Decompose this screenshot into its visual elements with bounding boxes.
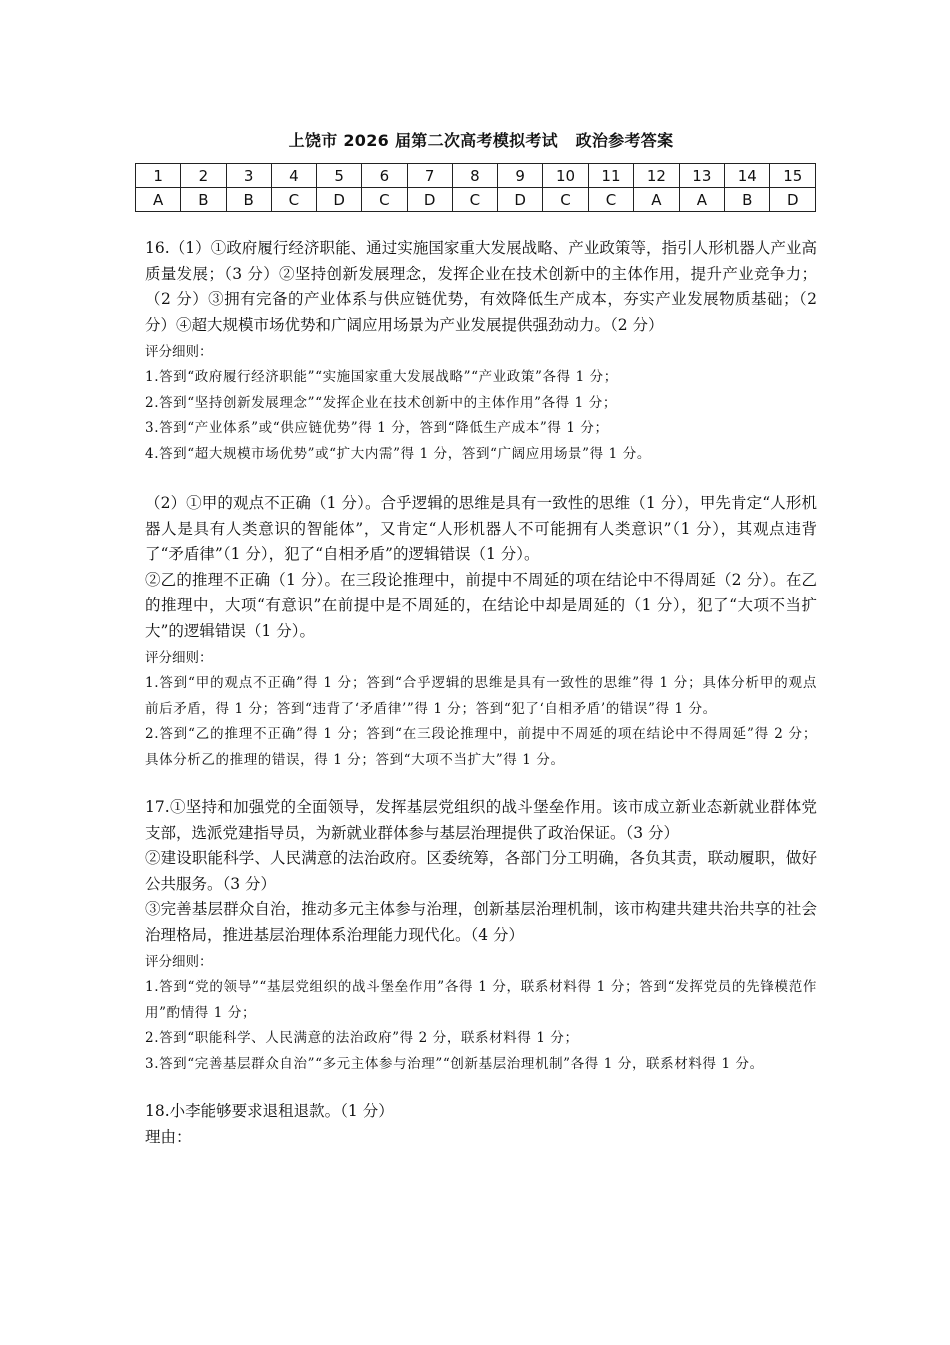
q17-rules-title: 评分细则： <box>145 954 213 970</box>
answer-letter-cell: C <box>452 188 497 212</box>
question-number-cell: 5 <box>317 164 362 188</box>
q16-part2-point-2: ②乙的推理不正确（1 分）。在三段论推理中，前提中不周延的项在结论中不得周延（2 分）。在乙的推理中，大项“有意识”在前提中是不周延的，在结论中却是周延的（1 分），犯了“大项不当扩大”的逻辑错误（1 分）。 <box>145 570 817 640</box>
answer-letter-cell: C <box>271 188 316 212</box>
answer-letter-cell: D <box>770 188 816 212</box>
answer-letter-cell: A <box>679 188 724 212</box>
answer-letter-cell: C <box>588 188 633 212</box>
answer-sheet-page <box>145 128 817 1150</box>
answer-letter-cell: D <box>498 188 543 212</box>
scoring-rule: 1.答到“甲的观点不正确”得 1 分；答到“合乎逻辑的思维是具有一致性的思维”得 1 分；具体分析甲的观点前后矛盾，得 1 分；答到“违背了‘矛盾律’”得 1 分；答到“犯了‘自相矛盾’的错误”得 1 分。 <box>145 675 817 717</box>
q16-part1-rules-title: 评分细则： <box>145 344 213 360</box>
q18-answer: 18.小李能够要求退租退款。（1 分） <box>145 1102 394 1120</box>
scoring-rule: 2.答到“坚持创新发展理念”“发挥企业在技术创新中的主体作用”各得 1 分； <box>145 394 617 411</box>
question-17 <box>145 795 817 1077</box>
answer-letter-cell: C <box>362 188 407 212</box>
question-number-cell: 10 <box>543 164 588 188</box>
question-number-cell: 7 <box>407 164 452 188</box>
question-number-cell: 14 <box>725 164 770 188</box>
question-number-cell: 13 <box>679 164 724 188</box>
question-number-cell: 15 <box>770 164 816 188</box>
answer-letter-cell: D <box>317 188 362 212</box>
answer-letter-cell: B <box>226 188 271 212</box>
question-number-cell: 2 <box>181 164 226 188</box>
scoring-rule: 4.答到“超大规模市场优势”或“扩大内需”得 1 分，答到“广阔应用场景”得 1 分。 <box>145 445 651 462</box>
q18-reason-label: 理由： <box>145 1127 192 1146</box>
answer-letter-cell: D <box>407 188 452 212</box>
answer-letter-cell: C <box>543 188 588 212</box>
question-16-part-1 <box>145 236 817 467</box>
answer-letter-cell: A <box>136 188 181 212</box>
page-title: 上饶市 2026 届第二次高考模拟考试 政治参考答案 <box>288 131 674 150</box>
answer-letter-cell: B <box>725 188 770 212</box>
scoring-rule: 3.答到“产业体系”或“供应链优势”得 1 分，答到“降低生产成本”得 1 分； <box>145 420 609 436</box>
scoring-rule: 3.答到“完善基层群众自治”“多元主体参与治理”“创新基层治理机制”各得 1 分，联系材料得 1 分。 <box>145 1055 764 1072</box>
q17-point-2: ②建设职能科学、人民满意的法治政府。区委统筹，各部门分工明确，各负其责，联动履职，做好公共服务。（3 分） <box>145 849 817 893</box>
question-18 <box>145 1099 817 1150</box>
q16-part2-point-1: （2）①甲的观点不正确（1 分）。合乎逻辑的思维是具有一致性的思维（1 分），甲先肯定“人形机器人是具有人类意识的智能体”，又肯定“人形机器人不可能拥有人类意识”（1 分），其观点违背了“矛盾律”（1 分），犯了“自相矛盾”的逻辑错误（1 分）。 <box>145 494 817 563</box>
q16-part2-rules-title: 评分细则： <box>145 650 213 666</box>
scoring-rule: 1.答到“政府履行经济职能”“实施国家重大发展战略”“产业政策”各得 1 分； <box>145 369 618 385</box>
scoring-rule: 2.答到“职能科学、人民满意的法治政府”得 2 分，联系材料得 1 分； <box>145 1030 579 1046</box>
question-number-cell: 1 <box>136 164 181 188</box>
question-number-cell: 3 <box>226 164 271 188</box>
question-number-cell: 8 <box>452 164 497 188</box>
q17-point-1: 17.①坚持和加强党的全面领导，发挥基层党组织的战斗堡垒作用。该市成立新业态新就业群体党支部，选派党建指导员，为新就业群体参与基层治理提供了政治保证。（3 分） <box>145 798 817 842</box>
scoring-rule: 1.答到“党的领导”“基层党组织的战斗堡垒作用”各得 1 分，联系材料得 1 分；答到“发挥党员的先锋模范作用”酌情得 1 分； <box>145 979 817 1021</box>
question-number-cell: 11 <box>588 164 633 188</box>
q16-part1-answer: 16.（1）①政府履行经济职能、通过实施国家重大发展战略、产业政策等，指引人形机器人产业高质量发展；（3 分）②坚持创新发展理念，发挥企业在技术创新中的主体作用，提升产业竞争力；（2 分）③拥有完备的产业体系与供应链优势，有效降低生产成本，夯实产业发展物质基础；（2 分）④超大规模市场优势和广阔应用场景为产业发展提供强劲动力。（2 分） <box>145 239 817 334</box>
question-number-row <box>136 164 816 188</box>
answer-letter-cell: B <box>181 188 226 212</box>
question-number-cell: 6 <box>362 164 407 188</box>
scoring-rule: 2.答到“乙的推理不正确”得 1 分；答到“在三段论推理中，前提中不周延的项在结论中不得周延”得 2 分；具体分析乙的推理的错误，得 1 分；答到“大项不当扩大”得 1 分。 <box>145 726 817 768</box>
answer-letter-row <box>136 188 816 212</box>
question-16-part-2 <box>145 491 817 773</box>
answer-key-table <box>135 163 816 212</box>
question-number-cell: 12 <box>634 164 679 188</box>
question-number-cell: 9 <box>498 164 543 188</box>
answer-letter-cell: A <box>634 188 679 212</box>
q17-point-3: ③完善基层群众自治，推动多元主体参与治理，创新基层治理机制，该市构建共建共治共享的社会治理格局，推进基层治理体系治理能力现代化。（4 分） <box>145 900 817 944</box>
question-number-cell: 4 <box>271 164 316 188</box>
